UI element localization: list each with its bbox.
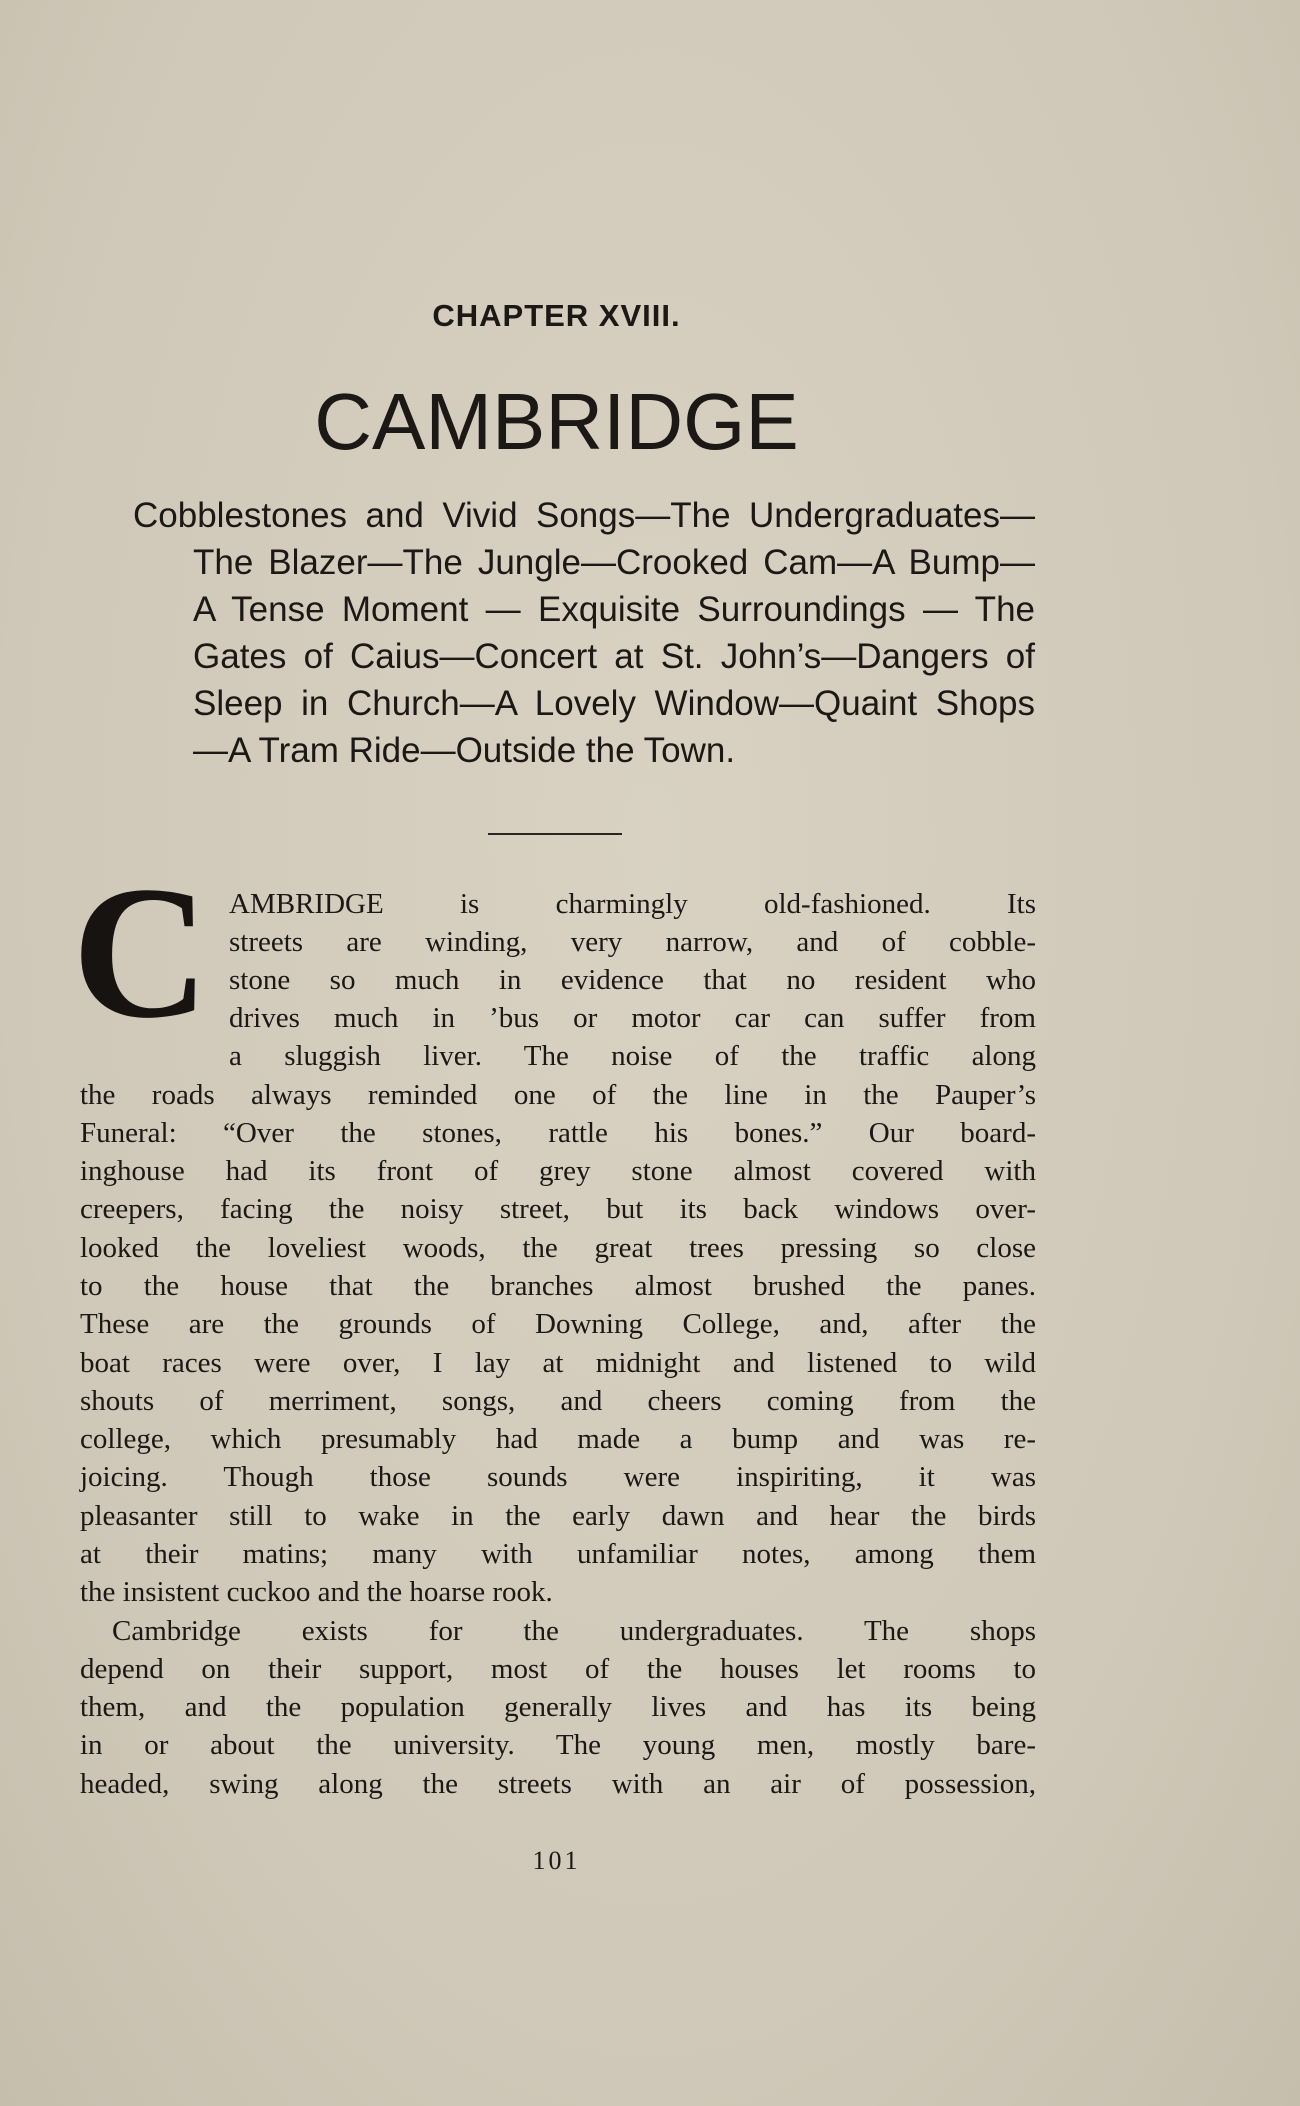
text-line: streets are winding, very narrow, and of cobble- [229,926,1036,958]
chapter-label: CHAPTER XVIII. [432,298,681,333]
text-line: to the house that the branches almost brushed the panes. [80,1270,1036,1302]
text-line: Cambridge exists for the undergraduates. The shops [112,1615,1036,1647]
text-line: boat races were over, I lay at midnight and listened to wild [80,1347,1036,1379]
text-line: looked the loveliest woods, the great trees pressing so close [80,1232,1036,1264]
text-line: the roads always reminded one of the line in the Pauper’s [80,1079,1036,1111]
text-line: college, which presumably had made a bump and was re- [80,1423,1036,1455]
synopsis-text: Cobblestones and Vivid Songs—The Undergraduates—The Blazer—The Jungle—Crooked Cam—A Bump—A Tense Moment — Exquisite Surroundings — The Gates of Caius—Concert at St. John’s—Dangers of Sleep in Church—A Lovely Window—Quaint Shops —A Tram Ride—Outside the Town. [133,496,1035,770]
text-line: pleasanter still to wake in the early dawn and hear the birds [80,1500,1036,1532]
text-line: at their matins; many with unfamiliar notes, among them [80,1538,1036,1570]
text-line: drives much in ’bus or motor car can suffer from [229,1002,1036,1034]
text-line: shouts of merriment, songs, and cheers coming from the [80,1385,1036,1417]
text-line: joicing. Though those sounds were inspiriting, it was [80,1461,1036,1493]
text-line: depend on their support, most of the houses let rooms to [80,1653,1036,1685]
text-line: creepers, facing the noisy street, but its back windows over- [80,1193,1036,1225]
text-line: in or about the university. The young men, mostly bare- [80,1729,1036,1761]
text-line: the insistent cuckoo and the hoarse rook. [80,1576,553,1608]
text-line: headed, swing along the streets with an air of possession, [80,1768,1036,1800]
section-divider [488,833,622,835]
text-line: AMBRIDGE is charmingly old-fashioned. Its [229,888,1036,920]
text-line: a sluggish liver. The noise of the traffic along [229,1040,1036,1072]
text-line: Funeral: “Over the stones, rattle his bones.” Our board- [80,1117,1036,1149]
chapter-synopsis [133,492,1035,774]
text-line: stone so much in evidence that no resident who [229,964,1036,996]
text-line: inghouse had its front of grey stone almost covered with [80,1155,1036,1187]
text-line: them, and the population generally lives and has its being [80,1691,1036,1723]
chapter-title: CAMBRIDGE [314,377,799,466]
text-line: These are the grounds of Downing College, and, after the [80,1308,1036,1340]
page-number: 101 [532,1846,581,1875]
drop-cap: C [72,848,210,1058]
